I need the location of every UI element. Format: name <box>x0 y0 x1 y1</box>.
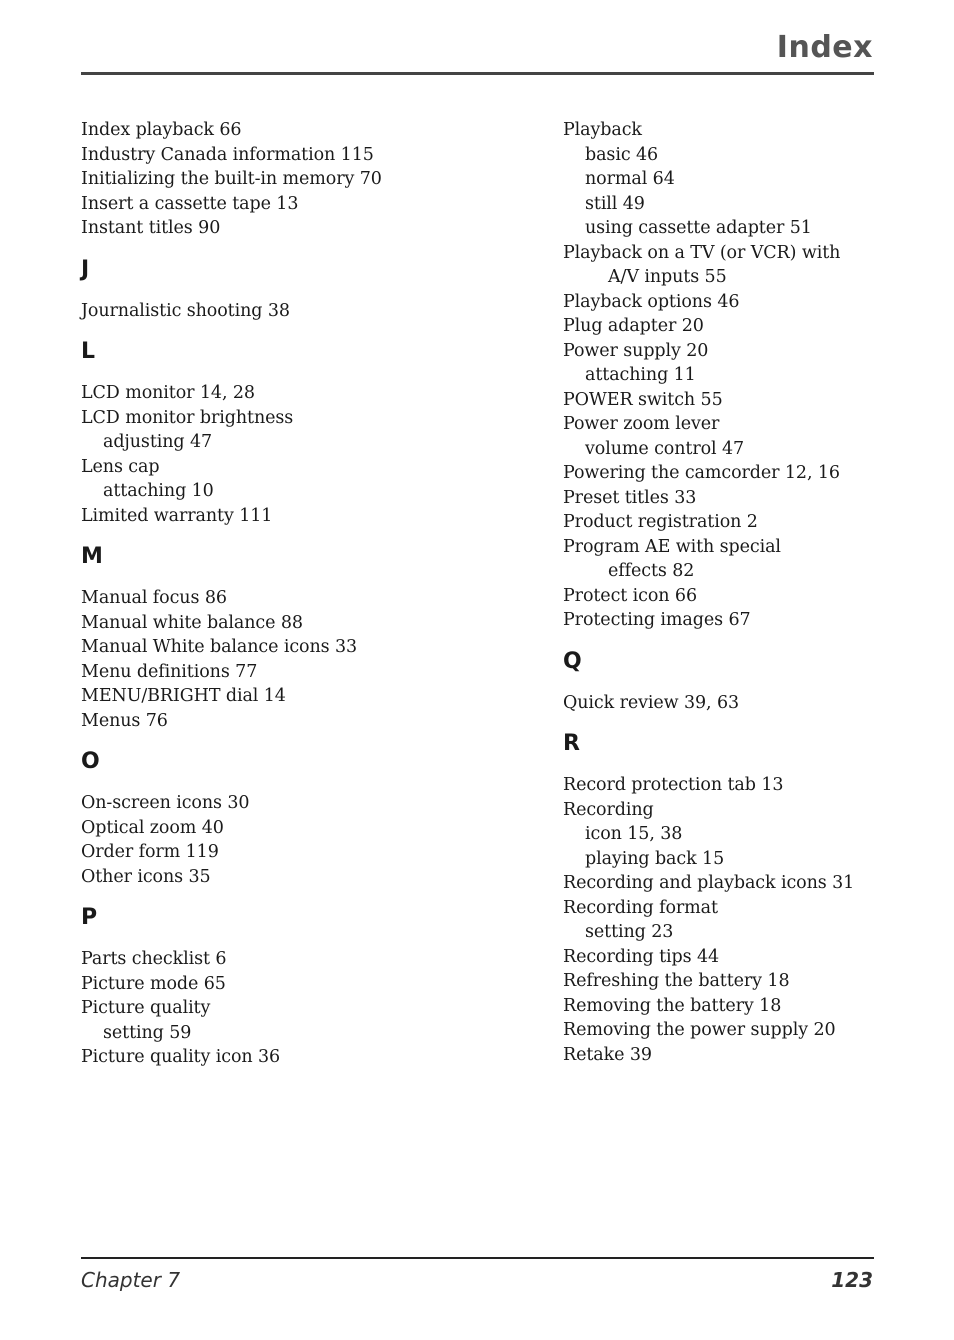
index-entry: Picture quality icon 36 <box>81 1047 281 1067</box>
index-entry: Playback options 46 <box>563 291 740 312</box>
index-entry: POWER switch 55 <box>563 389 723 410</box>
index-entry: Other icons 35 <box>81 866 211 887</box>
index-letter-heading: L <box>81 339 96 364</box>
index-entry: Recording <box>563 799 654 820</box>
index-subentry: still 49 <box>585 193 645 214</box>
index-entry: Product registration 2 <box>563 512 758 532</box>
index-entry: Picture mode 65 <box>81 973 226 994</box>
index-entry: Program AE with special <box>563 536 781 557</box>
index-entry: LCD monitor brightness <box>81 407 294 428</box>
index-subentry: icon 15, 38 <box>585 824 683 844</box>
page-title: Index <box>776 30 873 65</box>
index-entry: Picture quality <box>81 998 211 1018</box>
index-entry: Protect icon 66 <box>563 585 697 606</box>
index-subentry: normal 64 <box>585 169 675 189</box>
index-entry: Removing the battery 18 <box>563 995 782 1016</box>
index-entry: Record protection tab 13 <box>563 775 784 795</box>
index-entry-continuation: effects 82 <box>608 561 695 581</box>
index-entry: Instant titles 90 <box>81 218 221 238</box>
page-number: 123 <box>831 1268 873 1292</box>
index-entry: Journalistic shooting 38 <box>81 300 290 321</box>
index-subentry: setting 23 <box>585 922 674 942</box>
index-entry: Menus 76 <box>81 710 168 731</box>
footer-rule <box>81 1257 874 1259</box>
index-entry: Quick review 39, 63 <box>563 692 740 713</box>
index-entry: Power supply 20 <box>563 340 709 361</box>
index-entry: Playback <box>563 120 642 140</box>
index-subentry: adjusting 47 <box>103 432 213 452</box>
index-letter-heading: M <box>81 544 103 569</box>
index-entry: Industry Canada information 115 <box>81 144 374 165</box>
index-entry: Plug adapter 20 <box>563 316 704 336</box>
index-subentry: using cassette adapter 51 <box>585 218 812 238</box>
index-entry: Optical zoom 40 <box>81 817 224 838</box>
index-entry: Lens cap <box>81 456 160 477</box>
index-entry: Manual focus 86 <box>81 588 227 608</box>
index-entry: MENU/BRIGHT dial 14 <box>81 686 286 706</box>
index-entry: Preset titles 33 <box>563 487 697 508</box>
index-letter-heading: O <box>81 749 100 774</box>
index-letter-heading: R <box>563 731 580 756</box>
index-subentry: volume control 47 <box>585 438 745 459</box>
index-entry: Insert a cassette tape 13 <box>81 193 299 214</box>
index-entry: Order form 119 <box>81 842 219 862</box>
index-entry: Retake 39 <box>563 1044 652 1065</box>
index-column-right <box>563 118 883 1067</box>
chapter-label: Chapter 7 <box>81 1268 181 1292</box>
index-entry: Recording and playback icons 31 <box>563 873 855 893</box>
index-entry: Initializing the built-in memory 70 <box>81 169 382 189</box>
index-entry: Menu definitions 77 <box>81 661 258 682</box>
index-letter-heading: Q <box>563 648 582 674</box>
index-entry: Removing the power supply 20 <box>563 1020 836 1040</box>
index-entry: Refreshing the battery 18 <box>563 971 790 991</box>
index-letter-heading: J <box>81 256 90 282</box>
header-rule <box>81 72 874 75</box>
index-entry: LCD monitor 14, 28 <box>81 383 255 403</box>
index-entry: Power zoom lever <box>563 414 720 434</box>
index-entry: Index playback 66 <box>81 120 242 140</box>
index-column-left <box>81 118 411 1070</box>
index-subentry: basic 46 <box>585 144 659 165</box>
index-entry: Parts checklist 6 <box>81 949 227 969</box>
index-entry: Playback on a TV (or VCR) with <box>563 242 841 263</box>
index-entry-continuation: A/V inputs 55 <box>608 267 727 287</box>
index-subentry: setting 59 <box>103 1022 192 1043</box>
index-entry: Manual White balance icons 33 <box>81 637 358 657</box>
index-entry: Manual white balance 88 <box>81 612 303 633</box>
index-subentry: attaching 11 <box>585 365 696 385</box>
index-entry: Protecting images 67 <box>563 610 751 630</box>
index-entry: Limited warranty 111 <box>81 505 273 526</box>
index-letter-heading: P <box>81 905 98 930</box>
index-subentry: playing back 15 <box>585 848 725 869</box>
index-entry: Recording tips 44 <box>563 946 720 967</box>
index-entry: Powering the camcorder 12, 16 <box>563 463 840 483</box>
index-entry: Recording format <box>563 897 718 918</box>
index-subentry: attaching 10 <box>103 481 214 501</box>
index-entry: On-screen icons 30 <box>81 793 250 813</box>
